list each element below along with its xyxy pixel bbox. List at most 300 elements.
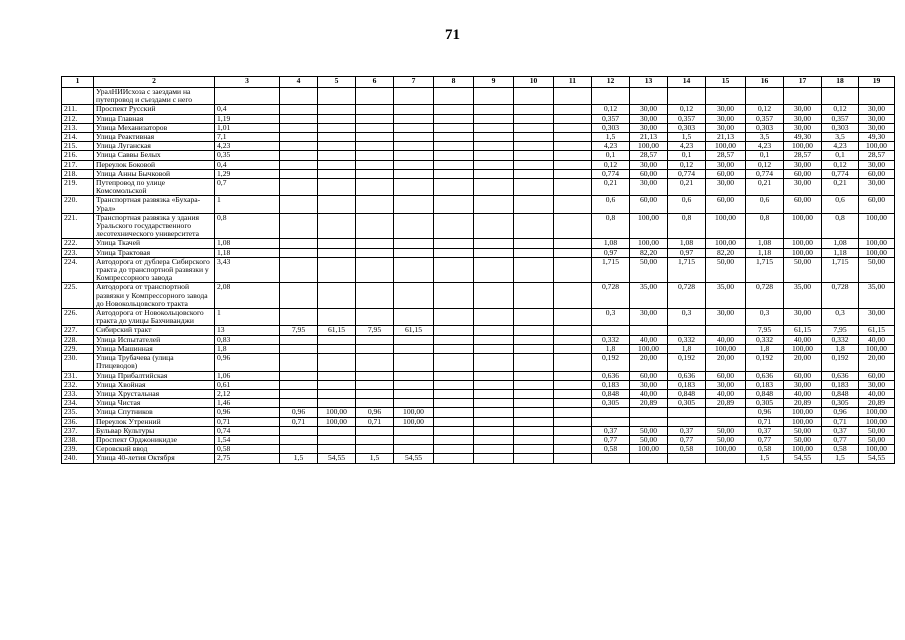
value-cell — [280, 445, 318, 454]
value-cell: 0,192 — [746, 354, 784, 371]
row-number-cell: 229. — [62, 344, 94, 353]
value-cell: 1,5 — [746, 454, 784, 463]
road-name-cell: Улица Реактивная — [94, 133, 215, 142]
value-cell — [394, 309, 434, 326]
value-cell — [434, 335, 474, 344]
value-cell: 0,332 — [822, 335, 859, 344]
total-length-cell: 1 — [215, 196, 280, 213]
value-cell — [474, 88, 514, 105]
value-cell — [554, 151, 592, 160]
value-cell: 21,13 — [630, 133, 668, 142]
value-cell — [434, 435, 474, 444]
value-cell — [474, 309, 514, 326]
value-cell — [554, 142, 592, 151]
column-header-cell: 6 — [356, 77, 394, 88]
value-cell: 60,00 — [784, 371, 822, 380]
value-cell: 0,357 — [592, 114, 630, 123]
value-cell: 35,00 — [859, 283, 895, 309]
value-cell — [474, 196, 514, 213]
value-cell — [514, 160, 554, 169]
value-cell: 0,58 — [668, 445, 706, 454]
road-name-cell: Улица Анны Бычковой — [94, 169, 215, 178]
value-cell: 1,715 — [592, 257, 630, 283]
value-cell — [859, 88, 895, 105]
value-cell — [318, 248, 356, 257]
value-cell — [554, 105, 592, 114]
value-cell — [668, 408, 706, 417]
value-cell: 30,00 — [784, 380, 822, 389]
column-header-cell: 16 — [746, 77, 784, 88]
value-cell — [554, 354, 592, 371]
value-cell — [318, 445, 356, 454]
value-cell — [394, 196, 434, 213]
value-cell — [318, 196, 356, 213]
value-cell: 100,00 — [784, 344, 822, 353]
road-name-cell: Бульвар Культуры — [94, 426, 215, 435]
table-row — [62, 408, 895, 417]
row-number-cell: 218. — [62, 169, 94, 178]
value-cell: 0,8 — [822, 213, 859, 239]
value-cell: 100,00 — [784, 445, 822, 454]
value-cell: 54,55 — [394, 454, 434, 463]
value-cell: 0,96 — [746, 408, 784, 417]
value-cell: 50,00 — [706, 435, 746, 444]
road-name-cell: Автодорога от транспортной развязки у Компрессорного завода до Новокольцовского тракта — [94, 283, 215, 309]
row-number-cell — [62, 88, 94, 105]
table-row — [62, 380, 895, 389]
value-cell: 1,8 — [822, 344, 859, 353]
value-cell — [394, 257, 434, 283]
value-cell: 0,71 — [280, 417, 318, 426]
value-cell: 30,00 — [630, 309, 668, 326]
row-number-cell: 232. — [62, 380, 94, 389]
value-cell: 100,00 — [706, 445, 746, 454]
value-cell — [554, 169, 592, 178]
value-cell — [356, 283, 394, 309]
value-cell: 1,5 — [356, 454, 394, 463]
value-cell — [434, 283, 474, 309]
value-cell — [554, 160, 592, 169]
value-cell — [356, 169, 394, 178]
road-name-cell: Улица Машинная — [94, 344, 215, 353]
row-number-cell: 215. — [62, 142, 94, 151]
total-length-cell: 0,83 — [215, 335, 280, 344]
value-cell — [280, 88, 318, 105]
value-cell: 0,332 — [746, 335, 784, 344]
value-cell: 0,12 — [592, 105, 630, 114]
value-cell — [280, 309, 318, 326]
value-cell — [356, 133, 394, 142]
value-cell: 0,305 — [822, 399, 859, 408]
value-cell: 60,00 — [706, 169, 746, 178]
total-length-cell: 1,8 — [215, 344, 280, 353]
value-cell — [280, 169, 318, 178]
value-cell: 7,95 — [280, 326, 318, 335]
value-cell: 30,00 — [630, 380, 668, 389]
value-cell: 1,08 — [668, 239, 706, 248]
value-cell — [474, 371, 514, 380]
value-cell: 40,00 — [859, 389, 895, 398]
value-cell: 1,8 — [592, 344, 630, 353]
value-cell: 100,00 — [859, 142, 895, 151]
value-cell — [474, 426, 514, 435]
value-cell: 1,715 — [822, 257, 859, 283]
value-cell — [514, 309, 554, 326]
total-length-cell: 2,08 — [215, 283, 280, 309]
value-cell: 1,5 — [592, 133, 630, 142]
table-row — [62, 179, 895, 196]
value-cell — [554, 426, 592, 435]
value-cell — [784, 88, 822, 105]
value-cell — [630, 417, 668, 426]
column-header-cell: 5 — [318, 77, 356, 88]
value-cell — [554, 133, 592, 142]
value-cell — [434, 123, 474, 132]
value-cell: 54,55 — [859, 454, 895, 463]
value-cell: 0,357 — [746, 114, 784, 123]
value-cell — [434, 169, 474, 178]
table-row — [62, 196, 895, 213]
value-cell — [280, 105, 318, 114]
value-cell — [356, 445, 394, 454]
value-cell — [630, 454, 668, 463]
value-cell: 0,357 — [668, 114, 706, 123]
value-cell — [318, 309, 356, 326]
road-name-cell: Улица Главная — [94, 114, 215, 123]
value-cell — [554, 445, 592, 454]
value-cell — [474, 335, 514, 344]
row-number-cell: 217. — [62, 160, 94, 169]
page-number: 71 — [445, 27, 460, 43]
value-cell — [280, 283, 318, 309]
value-cell — [474, 160, 514, 169]
value-cell — [434, 408, 474, 417]
value-cell — [514, 344, 554, 353]
row-number-cell: 220. — [62, 196, 94, 213]
value-cell: 54,55 — [784, 454, 822, 463]
value-cell: 0,37 — [592, 426, 630, 435]
value-cell: 100,00 — [859, 417, 895, 426]
value-cell — [554, 239, 592, 248]
value-cell: 0,37 — [822, 426, 859, 435]
value-cell — [630, 408, 668, 417]
value-cell — [554, 335, 592, 344]
value-cell — [434, 196, 474, 213]
value-cell: 35,00 — [784, 283, 822, 309]
row-number-cell: 219. — [62, 179, 94, 196]
table-row — [62, 399, 895, 408]
total-length-cell: 0,4 — [215, 105, 280, 114]
value-cell — [514, 371, 554, 380]
value-cell: 100,00 — [784, 408, 822, 417]
value-cell: 49,30 — [784, 133, 822, 142]
value-cell — [514, 426, 554, 435]
column-header-cell: 12 — [592, 77, 630, 88]
table-row — [62, 88, 895, 105]
road-name-cell: Проспект Орджоникидзе — [94, 435, 215, 444]
total-length-cell: 1,46 — [215, 399, 280, 408]
value-cell: 30,00 — [784, 114, 822, 123]
value-cell — [318, 151, 356, 160]
value-cell: 30,00 — [630, 123, 668, 132]
table-row — [62, 445, 895, 454]
value-cell: 30,00 — [630, 179, 668, 196]
value-cell: 0,37 — [668, 426, 706, 435]
value-cell: 60,00 — [859, 196, 895, 213]
value-cell: 100,00 — [630, 239, 668, 248]
value-cell — [554, 213, 592, 239]
value-cell: 0,1 — [668, 151, 706, 160]
value-cell: 0,357 — [822, 114, 859, 123]
value-cell: 100,00 — [394, 408, 434, 417]
value-cell — [514, 239, 554, 248]
value-cell: 0,3 — [592, 309, 630, 326]
value-cell — [280, 380, 318, 389]
value-cell — [474, 105, 514, 114]
row-number-cell: 233. — [62, 389, 94, 398]
value-cell — [514, 399, 554, 408]
value-cell: 50,00 — [706, 257, 746, 283]
value-cell: 100,00 — [706, 239, 746, 248]
road-name-cell: Транспортная развязка «Бухара-Урал» — [94, 196, 215, 213]
value-cell — [318, 399, 356, 408]
column-header-cell: 17 — [784, 77, 822, 88]
value-cell: 0,728 — [746, 283, 784, 309]
value-cell: 0,58 — [822, 445, 859, 454]
value-cell: 100,00 — [859, 248, 895, 257]
value-cell — [356, 426, 394, 435]
value-cell — [514, 133, 554, 142]
value-cell — [554, 454, 592, 463]
value-cell — [746, 88, 784, 105]
value-cell — [474, 169, 514, 178]
value-cell: 0,305 — [668, 399, 706, 408]
value-cell — [554, 326, 592, 335]
value-cell: 0,774 — [592, 169, 630, 178]
value-cell: 100,00 — [784, 417, 822, 426]
value-cell — [474, 248, 514, 257]
column-header-cell: 19 — [859, 77, 895, 88]
value-cell — [630, 326, 668, 335]
column-header-cell: 11 — [554, 77, 592, 88]
value-cell: 4,23 — [822, 142, 859, 151]
table-row — [62, 454, 895, 463]
value-cell: 40,00 — [706, 335, 746, 344]
table-row — [62, 248, 895, 257]
value-cell: 1,08 — [746, 239, 784, 248]
value-cell — [592, 88, 630, 105]
table-row — [62, 213, 895, 239]
row-number-cell: 222. — [62, 239, 94, 248]
value-cell — [280, 179, 318, 196]
value-cell: 40,00 — [784, 389, 822, 398]
value-cell: 30,00 — [784, 309, 822, 326]
value-cell — [668, 326, 706, 335]
value-cell — [318, 169, 356, 178]
row-number-cell: 211. — [62, 105, 94, 114]
table-row — [62, 344, 895, 353]
value-cell — [514, 417, 554, 426]
value-cell — [706, 326, 746, 335]
value-cell — [280, 354, 318, 371]
column-header-cell: 3 — [215, 77, 280, 88]
value-cell — [514, 169, 554, 178]
value-cell — [434, 354, 474, 371]
value-cell — [474, 417, 514, 426]
value-cell: 0,636 — [746, 371, 784, 380]
value-cell: 0,37 — [746, 426, 784, 435]
value-cell — [318, 371, 356, 380]
row-number-cell: 214. — [62, 133, 94, 142]
value-cell — [554, 114, 592, 123]
value-cell: 20,00 — [630, 354, 668, 371]
value-cell: 0,12 — [822, 105, 859, 114]
value-cell — [554, 257, 592, 283]
value-cell — [514, 445, 554, 454]
value-cell — [434, 179, 474, 196]
value-cell: 0,12 — [746, 160, 784, 169]
value-cell — [318, 142, 356, 151]
value-cell: 0,848 — [746, 389, 784, 398]
value-cell — [474, 354, 514, 371]
value-cell: 100,00 — [706, 142, 746, 151]
road-name-cell: Улица Прибалтийская — [94, 371, 215, 380]
value-cell — [474, 283, 514, 309]
value-cell: 50,00 — [706, 426, 746, 435]
value-cell — [514, 335, 554, 344]
value-cell — [394, 88, 434, 105]
value-cell: 4,23 — [668, 142, 706, 151]
value-cell: 60,00 — [706, 196, 746, 213]
table-row — [62, 354, 895, 371]
value-cell: 30,00 — [706, 380, 746, 389]
total-length-cell: 3,43 — [215, 257, 280, 283]
value-cell — [514, 435, 554, 444]
value-cell — [434, 248, 474, 257]
value-cell — [434, 371, 474, 380]
value-cell — [318, 435, 356, 444]
column-header-cell: 14 — [668, 77, 706, 88]
value-cell: 0,192 — [592, 354, 630, 371]
table-row — [62, 309, 895, 326]
value-cell: 100,00 — [784, 213, 822, 239]
value-cell — [356, 114, 394, 123]
value-cell: 0,332 — [592, 335, 630, 344]
total-length-cell: 1,29 — [215, 169, 280, 178]
value-cell: 0,183 — [592, 380, 630, 389]
value-cell: 3,5 — [746, 133, 784, 142]
table-row — [62, 435, 895, 444]
value-cell: 100,00 — [706, 213, 746, 239]
value-cell: 1,5 — [280, 454, 318, 463]
value-cell — [434, 105, 474, 114]
value-cell: 1,8 — [668, 344, 706, 353]
value-cell — [394, 142, 434, 151]
value-cell — [630, 88, 668, 105]
value-cell — [356, 179, 394, 196]
value-cell — [356, 399, 394, 408]
value-cell — [592, 408, 630, 417]
value-cell — [318, 213, 356, 239]
value-cell — [554, 435, 592, 444]
row-number-cell: 235. — [62, 408, 94, 417]
value-cell — [356, 371, 394, 380]
value-cell — [434, 389, 474, 398]
value-cell — [474, 239, 514, 248]
value-cell — [280, 335, 318, 344]
value-cell: 30,00 — [859, 309, 895, 326]
value-cell: 0,97 — [668, 248, 706, 257]
value-cell: 0,1 — [592, 151, 630, 160]
value-cell: 20,00 — [859, 354, 895, 371]
value-cell — [394, 335, 434, 344]
value-cell — [318, 389, 356, 398]
value-cell: 30,00 — [784, 160, 822, 169]
value-cell: 100,00 — [859, 408, 895, 417]
value-cell: 0,21 — [746, 179, 784, 196]
table-row — [62, 239, 895, 248]
road-name-cell: Улица Чистая — [94, 399, 215, 408]
value-cell — [514, 114, 554, 123]
value-cell: 100,00 — [630, 344, 668, 353]
row-number-cell: 213. — [62, 123, 94, 132]
value-cell — [394, 344, 434, 353]
value-cell: 30,00 — [630, 160, 668, 169]
row-number-cell: 238. — [62, 435, 94, 444]
row-number-cell: 221. — [62, 213, 94, 239]
value-cell: 1,08 — [592, 239, 630, 248]
value-cell — [280, 133, 318, 142]
total-length-cell: 0,8 — [215, 213, 280, 239]
value-cell — [514, 196, 554, 213]
value-cell: 0,96 — [280, 408, 318, 417]
value-cell — [356, 257, 394, 283]
road-name-cell: Улица Саввы Белых — [94, 151, 215, 160]
table-row — [62, 105, 895, 114]
value-cell — [514, 389, 554, 398]
value-cell — [514, 88, 554, 105]
value-cell — [434, 417, 474, 426]
value-cell: 82,20 — [706, 248, 746, 257]
value-cell — [514, 408, 554, 417]
value-cell: 0,12 — [668, 105, 706, 114]
value-cell — [554, 309, 592, 326]
value-cell: 0,6 — [592, 196, 630, 213]
value-cell: 0,848 — [822, 389, 859, 398]
value-cell — [280, 142, 318, 151]
value-cell: 0,3 — [822, 309, 859, 326]
row-number-cell: 216. — [62, 151, 94, 160]
value-cell: 0,12 — [746, 105, 784, 114]
table-row — [62, 257, 895, 283]
value-cell: 0,21 — [668, 179, 706, 196]
value-cell: 100,00 — [318, 408, 356, 417]
value-cell: 61,15 — [394, 326, 434, 335]
value-cell — [356, 142, 394, 151]
value-cell: 0,774 — [746, 169, 784, 178]
value-cell — [668, 454, 706, 463]
value-cell: 0,8 — [668, 213, 706, 239]
value-cell — [394, 213, 434, 239]
value-cell: 0,77 — [822, 435, 859, 444]
value-cell: 30,00 — [706, 179, 746, 196]
column-header-cell: 13 — [630, 77, 668, 88]
value-cell — [394, 123, 434, 132]
value-cell: 0,728 — [592, 283, 630, 309]
value-cell: 0,58 — [746, 445, 784, 454]
total-length-cell: 0,96 — [215, 354, 280, 371]
value-cell: 0,848 — [668, 389, 706, 398]
